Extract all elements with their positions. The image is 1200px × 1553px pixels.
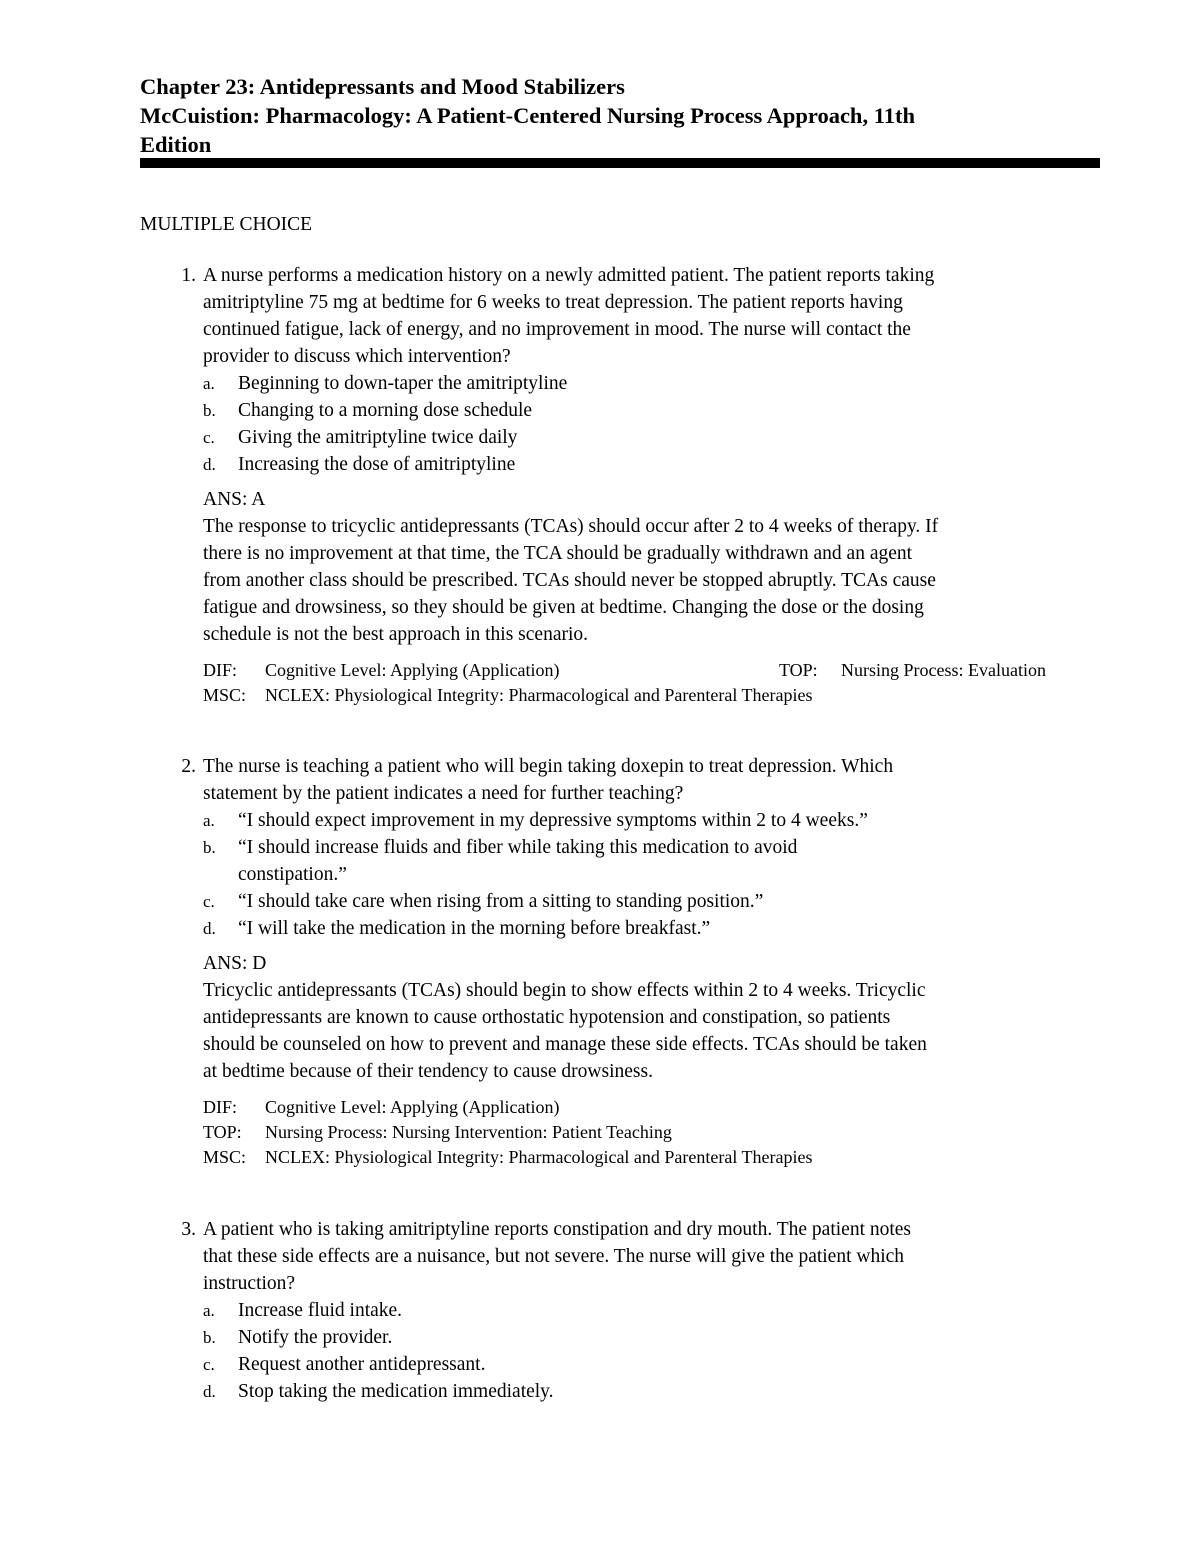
choice-text: Stop taking the medication immediately. (238, 1381, 554, 1402)
rationale-line: should be counseled on how to prevent and manage these side effects. TCAs should be taken (203, 1034, 927, 1055)
answer-block (203, 486, 1103, 648)
msc-value: NCLEX: Physiological Integrity: Pharmacological and Parenteral Therapies (265, 685, 813, 705)
question-stem (203, 262, 1103, 370)
rationale (203, 977, 1103, 1085)
stem-line: continued fatigue, lack of energy, and no improvement in mood. The nurse will contact the (203, 319, 911, 340)
question-2 (181, 753, 1103, 1170)
header-rule (140, 158, 1100, 168)
answer-block (203, 950, 1103, 1085)
choice-list (203, 1297, 1103, 1405)
stem-line: A nurse performs a medication history on a newly admitted patient. The patient reports taking (203, 265, 935, 286)
choice-letter: a. (203, 811, 215, 830)
stem-line: provider to discuss which intervention? (203, 346, 511, 367)
choice-letter: b. (203, 1328, 216, 1347)
meta-row-msc (203, 1145, 1103, 1170)
dif-label: DIF: (203, 1097, 238, 1117)
chapter-title: Chapter 23: Antidepressants and Mood Stabilizers (140, 74, 625, 99)
choice-letter: b. (203, 838, 216, 857)
choice-letter: d. (203, 455, 216, 474)
rationale-line: at bedtime because of their tendency to cause drowsiness. (203, 1061, 653, 1082)
choice-text: Increasing the dose of amitriptyline (238, 454, 516, 475)
choice-b (203, 834, 1103, 888)
top-value: Nursing Process: Nursing Intervention: Patient Teaching (265, 1122, 672, 1142)
choice-b (203, 1324, 1103, 1351)
choice-letter: c. (203, 1355, 215, 1374)
choice-text: Beginning to down-taper the amitriptyline (238, 373, 568, 394)
choice-letter: b. (203, 401, 216, 420)
question-metadata (203, 658, 1103, 708)
top-label: TOP: (203, 1122, 242, 1142)
choice-c (203, 424, 1103, 451)
choice-letter: d. (203, 919, 216, 938)
choice-text: “I will take the medication in the morning before breakfast.” (238, 918, 711, 939)
choice-a (203, 807, 1103, 834)
question-number: 2. (181, 756, 196, 777)
question-metadata (203, 1095, 1103, 1170)
rationale-line: there is no improvement at that time, the TCA should be gradually withdrawn and an agent (203, 543, 913, 564)
stem-line: amitriptyline 75 mg at bedtime for 6 weeks to treat depression. The patient reports having (203, 292, 903, 313)
choice-text: constipation.” (238, 864, 347, 885)
answer-key: ANS: D (203, 953, 267, 974)
top-value: Nursing Process: Evaluation (841, 660, 1046, 680)
question-stem (203, 1216, 1103, 1297)
rationale-line: schedule is not the best approach in this scenario. (203, 624, 589, 645)
stem-line: A patient who is taking amitriptyline reports constipation and dry mouth. The patient notes (203, 1219, 912, 1240)
rationale-line: The response to tricyclic antidepressants (TCAs) should occur after 2 to 4 weeks of therapy. If (203, 516, 939, 537)
choice-text: “I should expect improvement in my depressive symptoms within 2 to 4 weeks.” (238, 810, 868, 831)
choice-d (203, 915, 1103, 942)
choice-c (203, 888, 1103, 915)
choice-text: Changing to a morning dose schedule (238, 400, 533, 421)
meta-row-msc (203, 683, 1103, 708)
dif-label: DIF: (203, 660, 238, 680)
answer-key: ANS: A (203, 489, 266, 510)
rationale-line: from another class should be prescribed. TCAs should never be stopped abruptly. TCAs cause (203, 570, 936, 591)
choice-text: “I should increase fluids and fiber while taking this medication to avoid (238, 837, 798, 858)
book-title: McCuistion: Pharmacology: A Patient-Centered Nursing Process Approach, 11th (140, 103, 915, 128)
meta-row-dif (203, 1095, 1103, 1120)
rationale-line: fatigue and drowsiness, so they should be given at bedtime. Changing the dose or the dosing (203, 597, 924, 618)
choice-text: Giving the amitriptyline twice daily (238, 427, 518, 448)
question-1 (181, 262, 1103, 708)
choice-letter: c. (203, 892, 215, 911)
choice-letter: d. (203, 1382, 216, 1401)
section-title: MULTIPLE CHOICE (140, 214, 313, 235)
msc-label: MSC: (203, 685, 247, 705)
stem-line: that these side effects are a nuisance, but not severe. The nurse will give the patient which (203, 1246, 905, 1267)
choice-text: Increase fluid intake. (238, 1300, 403, 1321)
choice-list (203, 370, 1103, 478)
dif-value: Cognitive Level: Applying (Application) (265, 660, 560, 680)
choice-letter: c. (203, 428, 215, 447)
choice-d (203, 451, 1103, 478)
stem-line: statement by the patient indicates a need for further teaching? (203, 783, 684, 804)
choice-a (203, 370, 1103, 397)
question-3 (181, 1216, 1103, 1405)
choice-text: “I should take care when rising from a sitting to standing position.” (238, 891, 764, 912)
choice-text: Notify the provider. (238, 1327, 393, 1348)
choice-a (203, 1297, 1103, 1324)
choice-d (203, 1378, 1103, 1405)
book-edition: Edition (140, 132, 212, 157)
choice-text: Request another antidepressant. (238, 1354, 486, 1375)
question-number: 3. (181, 1219, 196, 1240)
question-stem (203, 753, 1103, 807)
stem-line: The nurse is teaching a patient who will begin taking doxepin to treat depression. Which (203, 756, 894, 777)
stem-line: instruction? (203, 1273, 296, 1294)
dif-value: Cognitive Level: Applying (Application) (265, 1097, 560, 1117)
rationale (203, 513, 1103, 648)
choice-letter: a. (203, 374, 215, 393)
question-number: 1. (181, 265, 196, 286)
choice-letter: a. (203, 1301, 215, 1320)
choice-c (203, 1351, 1103, 1378)
msc-label: MSC: (203, 1147, 247, 1167)
rationale-line: antidepressants are known to cause orthostatic hypotension and constipation, so patients (203, 1007, 891, 1028)
meta-row-top (203, 1120, 1103, 1145)
msc-value: NCLEX: Physiological Integrity: Pharmacological and Parenteral Therapies (265, 1147, 813, 1167)
rationale-line: Tricyclic antidepressants (TCAs) should begin to show effects within 2 to 4 weeks. Tricyclic (203, 980, 926, 1001)
top-label: TOP: (779, 660, 818, 680)
choice-list (203, 807, 1103, 942)
document-header (140, 72, 1100, 159)
choice-b (203, 397, 1103, 424)
meta-row-dif-top (203, 658, 1103, 683)
